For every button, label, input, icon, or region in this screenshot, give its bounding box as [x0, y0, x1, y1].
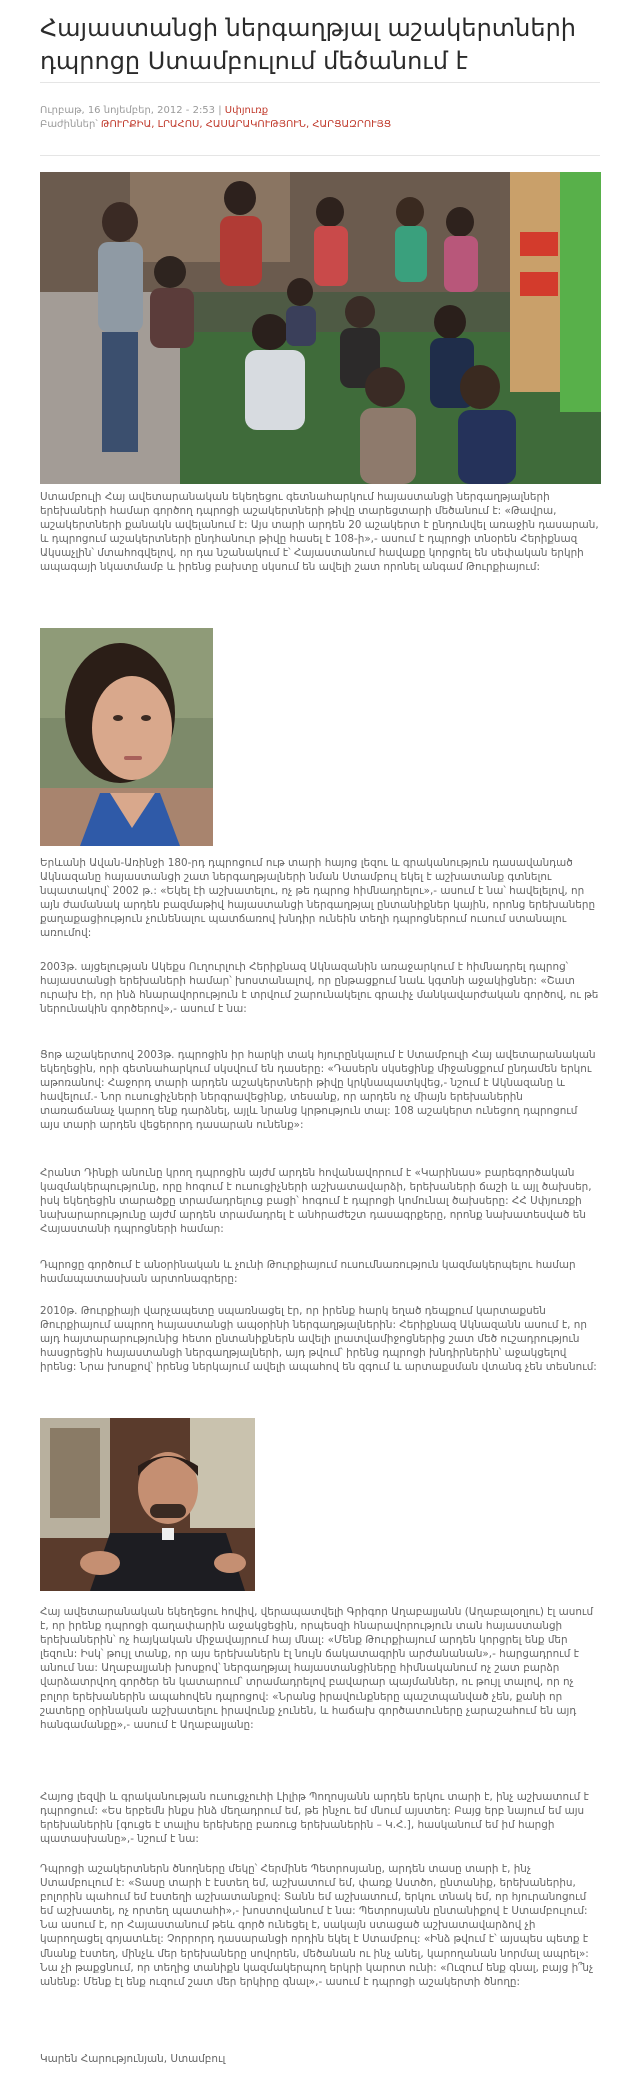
pastor-photo: [40, 1418, 255, 1591]
article-paragraph: Ցոթ աշակերտով 2003թ. դպրոցին իր հարկի տակ հյուրընկալում է Ստամբուլի Հայ ավետարանական եկեղեցին, որի գետնահարկում սկսվում են դասերը: «Դասերն սկսեցինք միջանցքում ընդամեն երկու աթոռանով: Հաջորդ տարի արդեն աշակերտների թիվը կրկնապատկվեց,- նշում է Ակնազանը և հավելում.- Նոր ուսուցիչների ներգրավեցինք, տեսանք, որ արդեն ոչ միայն երեխաներին տառաճանաչ կարող ենք դարձնել, այլև նրանց կրթություն տալ: 108 աշակերտ ունեցող դպրոցում այս տարի արդեն վեցերորդ դասարան ունենք»:: [40, 1049, 596, 1132]
tags-label: Բաժիններ՝: [40, 119, 101, 130]
article-paragraph: 2003թ. այցելության Ակեքս Ուղուրլուի Հերիքնազ Ակնազանին առաջարկում է հիմնադրել դպրոց՝ հայաստանցի երեխաների համար՝ խոստանալով, որ ընթացքում նաև կգտնի աջակիցներ: «Շատ ուրախ էի, որ ինձ հնարավորություն է տրվում շարունակելու գրաւիչ մանկավարժական գործով, ու թե ներունակին գործերով»,- ասում է նա:: [40, 961, 599, 1016]
article-byline: Կարեն Հարությունյան, Ստամբուլ: [40, 2053, 226, 2065]
teacher-portrait-photo: [40, 628, 213, 846]
article-paragraph: Հայ ավետարանական եկեղեցու հովիվ, վերապատվելի Գրիգոր Աղաբալյանն (Աղաբալօղլու) էլ ասում է, որ իրենք դպրոցի գաղափարին աջակցեցին, որպեսզի հնարավորություն տան հայաստանցի երեխաներին՝ ոչ հայկական միջավայրում հայ մնալ: «Մենք Թուրքիայում արդեն կորցրել ենք մեր լեզուն: Իսկ՝ թույլ տանք, որ այս երեխաներն էլ նույն ճակատագրին արժանանան»,- հարցադրում է անում նա: Աղաբալյանի խոսքով՝ ներգաղթյալ հայաստանցիները հիմնականում ոչ շատ բարձր վարձատրվող գործեր են կատարում՝ տրամադրելով բավարար պայմաններ, ու թույլ տալով, որ ոչ բոլոր երեխաներին ապահովեն դպրոցով: «Նրանց իրավունքները պաշտպանված չեն, քանի որ շատերը օրինական աշխատելու իրավունք չունեն, և հաճախ գործատուները չարաշահում են այդ հանգամանքը»,- ասում է Աղաբալյանը:: [40, 1606, 594, 1731]
article-paragraph: Հրանտ Դինքի անունը կրող դպրոցին այժմ արդեն հովանավորում է «Կարինաս» բարեգործական կազմակերպությունը, որը հոգում է ուսուցիչների աշխատավարձի, երեխաների ճաշի և այլ ծախսեր, իսկ եկեղեցին տարածքը տրամադրելուց բացի՝ հոգում է դպրոցի կոմունալ ծախսերը: ՀՀ Սփյուռքի նախարարությունը այժմ արդեն տրամադրել է անհրաժեշտ դասագրքերը, որոնք նախատեսված են Հայաստանի դպրոցների համար:: [40, 1167, 592, 1236]
tags-links[interactable]: ԹՈՒՐՔԻԱ, ԼՐԱՀՈՍ, ՀԱՍԱՐԱԿՈՒԹՅՈՒՆ, ՀԱՐՑԱԶՐՈՒՅՑ: [100, 119, 392, 130]
title-divider: [40, 82, 600, 83]
publish-date: Ուրբաթ, 16 նոյեմբեր, 2012 - 2:53: [40, 105, 216, 116]
section-link[interactable]: Սփյուռք: [224, 105, 269, 116]
article-paragraph: Երևանի Ավան-Առինջի 180-րդ դպրոցում ութ տարի հայոց լեզու և գրականություն դասավանդած Ակնազանը հայաստանցի շատ ներգաղթյալների նման Ստամբուլ եկել է աշխատանք գտնելու նպատակով՝ 2002 թ.: «Եկել էի աշխատելու, ոչ թե դպրոց հիմնադրելու»,- ասում է նա՝ հավելելով, որ այն ժամանակ արդեն բազմաթիվ հայաստանցի ներգաղթյալ ընտանիքներ կային, որոնց երեխաները քաղաքացիություն չունենալու պատճառով խնդիր ունեին տեղի դպրոցներում ուսում ստանալու առումով:: [40, 857, 596, 940]
article-paragraph: Դպրոցի աշակերտներն ծնողները մեկը՝ Հերմինե Պետրոսյանը, արդեն տասը տարի է, ինչ Ստամբուլում է: «Տասը տարի է էստեղ եմ, աշխատում եմ, փառք Աստծո, ընտանիք, երեխաներիս, բոլորին պահում եմ էստեղի աշխատանքով: Տանն եմ աշխատում, երկու տնակ եմ, որ հյուրանոցում եմ աշխատել, ոչ որտեղ պատահի»,- խոստովանում է նա: Պետրոսյանն ընտանիքով է Ստամբուլում: Նա ասում է, որ Հայաստանում թեև գործ ունեցել է, սակայն ստացած աշխատավարձով չի կարողացել գոյատևել: Չորրորդ դասարանցի որդին եկել է Ստամբուլ: «Ինձ թվում է՝ այսպես պետք է մնանք էստեղ, մինչև մեր երեխաները սովորեն, մեծանան ու ինչ անել, կարողանան նորմալ ապրել»: Նա չի թաքցնում, որ տեղից տանիքն կազմակերպող երկրի կարոտ ունի: «Ուզում ենք գնալ, բայց ի՞նչ անենք: Մենք էլ ենք ուզում շատ մեր երկիրը գնալ»,- ասում է դպրոցի աշակերտի ծնողը:: [40, 1863, 594, 1988]
article-paragraph: Հայոց լեզվի և գրականության ուսուցչուհի Լիլիթ Պողոսյանն արդեն երկու տարի է, ինչ աշխատում է դպրոցում: «Ես երբեմն ինքս ինձ մեղադրում եմ, թե ինչու եմ մնում այստեղ: Բայց երբ նայում եմ այս երեխաներին [գուցե է տալիս երեխերը բառուց երեխաներին – Կ.Հ.], հասկանում եմ իմ հարցի պատասխանը»,- նշում է նա:: [40, 1791, 589, 1846]
article-paragraph: Դպրոցը գործում է անօրինական և չունի Թուրքիայում ուսումնառություն կազմակերպելու համար համապատասխան արտոնագրերը:: [40, 1259, 576, 1286]
meta-divider: [40, 155, 600, 156]
classroom-children-photo: [40, 172, 601, 484]
title-line-2: դպրոցը Ստամբուլում մեծանում է: [40, 47, 468, 75]
title-line-1: Հայաստանցի ներգաղթյալ աշակերտների: [40, 14, 577, 42]
article-title: [40, 12, 600, 78]
meta-separator: |: [215, 105, 225, 116]
article-meta: [40, 104, 600, 132]
article-paragraph: Ստամբուլի Հայ ավետարանական եկեղեցու գետնահարկում հայաստանցի ներգաղթյալների երեխաների համար գործող դպրոցի աշակերտների թիվը տարեցտարի մեծանում է: «Թավրա, աշակերտների քանակն ավելանում է: Այս տարի արդեն 20 աշակերտ է ընդունվել առաջին դասարան, և դպրոցում աշակերտների ընդհանուր թիվը հասել է 108-ի»,- ասում է դպրոցի տնօրեն Հերիքնազ Ակսաչլին՝ մտահոգվելով, որ դա նշանակում է՝ Հայաստանում հավաքը կորցրել են սեփական երկրի ապագայի նկատմամբ և իրենց բախտը սկսում են ավելի շատ որոնել անգամ Թուրքիայում:: [40, 491, 599, 574]
article-paragraph: 2010թ. Թուրքիայի վարչապետը սպառնացել էր, որ իրենք հարկ եղած դեպքում կարտաքսեն Թուրքիայում ապրող հայաստանցի ապօրինի ներգաղթյալներին: Հերիքնազ Ակնազանն ասում է, որ այդ հայտարարությունից հետո ընտանիքներն ավելի լրատվամիջոցներից շատ մեծ ուշադրություն հասցրեցին հայաստանցի ներգաղթյալների, այդ թվում՝ իրենց դպրոցի խնդիրներին՝ աջակցելով իրենց: Նրա խոսքով՝ իրենց ներկայում ավելի ապահով են զգում և արտաքսման վտանգ չեն տեսնում:: [40, 1305, 597, 1374]
